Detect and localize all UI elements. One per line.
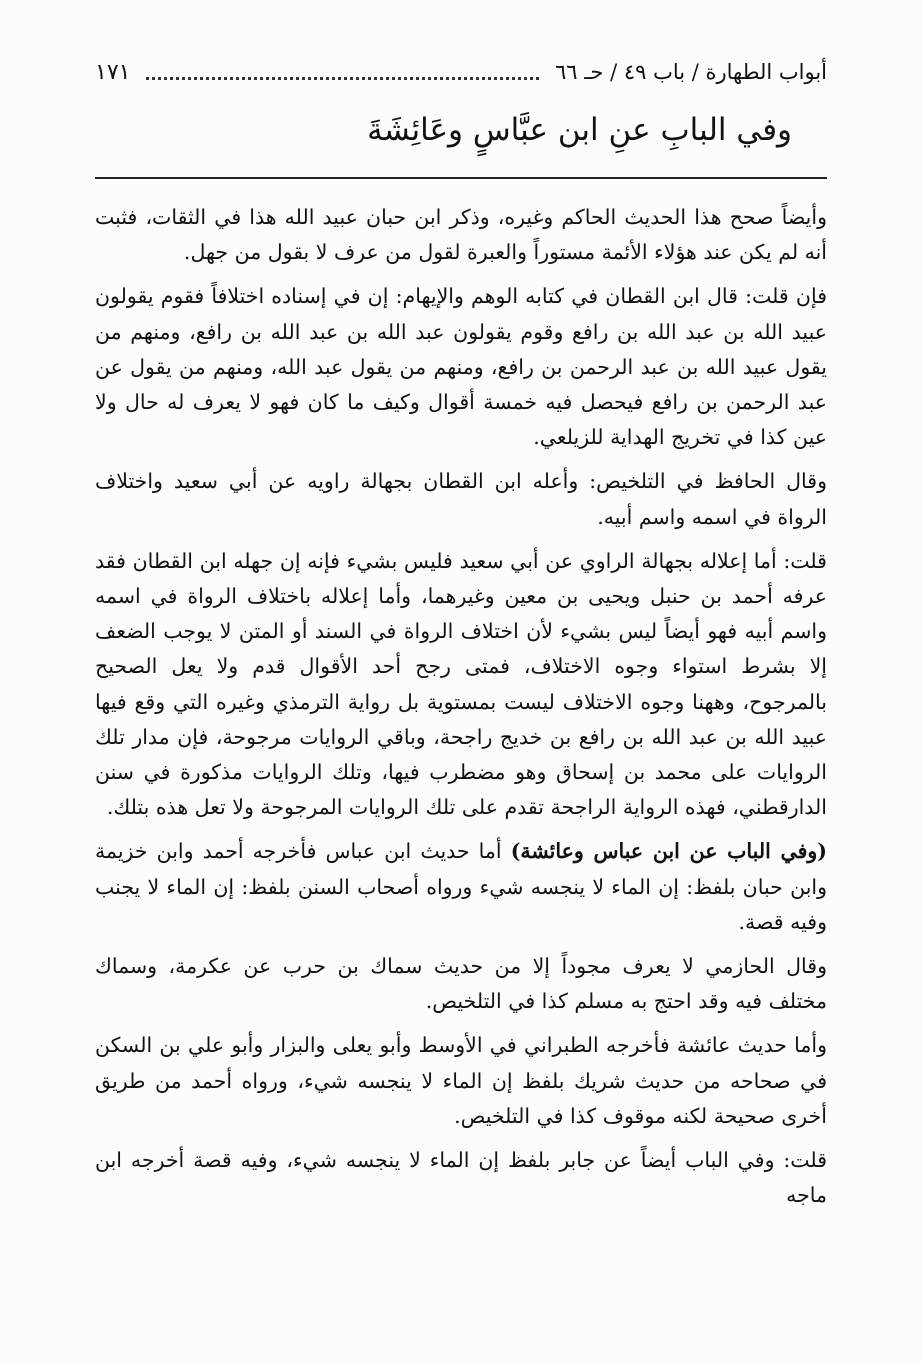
commentary-paragraph: وأيضاً صحح هذا الحديث الحاكم وغيره، وذكر ابن حبان عبيد الله هذا في الثقات، فثبت أنه لم يكن عند هؤلاء الأئمة مستوراً والعبرة لقول من عرف لا بقول من جهل. <box>95 205 827 265</box>
commentary-paragraph: وقال الحازمي لا يعرف مجوداً إلا من حديث سماك بن حرب عن عكرمة، وسماك مختلف فيه وقد احتج به مسلم كذا في التلخيص. <box>95 954 827 1014</box>
running-title: أبواب الطهارة / باب ٤٩ / حـ ٦٦ <box>555 60 827 84</box>
separator-line <box>95 177 827 179</box>
commentary-body <box>95 200 827 1222</box>
commentary-paragraph: وأما حديث عائشة فأخرجه الطبراني في الأوسط وأبو يعلى والبزار وأبو علي بن السكن في صحاحه من حديث شريك بلفظ إن الماء لا ينجسه شيء، ورواه أحمد من طريق أخرى صحيحة لكنه موقوف كذا في التلخيص. <box>95 1033 827 1128</box>
page-number: ١٧١ <box>95 59 131 85</box>
hadith-text: وفي البابِ عنِ ابن عبَّاسٍ وعَائِشَةَ <box>367 112 792 148</box>
bab-paragraph <box>95 834 827 940</box>
running-head <box>95 52 827 92</box>
commentary-paragraph: قلت: وفي الباب أيضاً عن جابر بلفظ إن الماء لا ينجسه شيء، وفيه قصة أخرجه ابن ماجه <box>95 1148 827 1208</box>
bab-text: أما حديث ابن عباس فأخرجه أحمد وابن خزيمة وابن حبان بلفظ: إن الماء لا ينجسه شيء ورواه أصحاب السنن بلفظ: إن الماء لا يجنب وفيه قصة. <box>95 839 827 934</box>
bab-lead: (وفي الباب عن ابن عباس وعائشة) <box>510 839 827 864</box>
commentary-paragraph: وقال الحافظ في التلخيص: وأعله ابن القطان بجهالة راويه عن أبي سعيد واختلاف الرواة في اسمه واسم أبيه. <box>95 469 827 529</box>
leader-dots <box>146 77 539 80</box>
commentary-paragraph: قلت: أما إعلاله بجهالة الراوي عن أبي سعيد فليس بشيء فإنه إن جهله ابن القطان فقد عرفه أحمد بن حنبل ويحيى بن معين وغيرهما، وأما إعلاله باختلاف الرواة في اسمه واسم أبيه فهو أيضاً ليس بشيء لأن اختلاف الرواة في السند أو المتن لا يوجب الضعف إلا بشرط استواء وجوه الاختلاف، فمتى رجح أحد الأقوال قدم ولا يعل الصحيح بالمرجوح، وههنا وجوه الاختلاف ليست بمستوية بل رواية الترمذي وغيره التي وقع فيها عبيد الله بن عبد الله بن رافع بن خديج راجحة، وباقي الروايات مرجوحة، فإن مدار تلك الروايات على محمد بن إسحاق وهو مضطرب فيها، وتلك الروايات مذكورة في سنن الدارقطني، فهذه الرواية الراجحة تقدم على تلك الروايات المرجوحة ولا تعل هذه بتلك. <box>95 548 827 820</box>
commentary-paragraph: فإن قلت: قال ابن القطان في كتابه الوهم والإيهام: إن في إسناده اختلافاً فقوم يقولون عبيد الله بن عبد الله بن رافع وقوم يقولون عبد الله بن عبد الله بن رافع، ومنهم من يقول عبيد الله بن عبد الرحمن بن رافع، ومنهم من يقول عبد الله، ومنهم من يقول عن عبد الرحمن بن رافع فيحصل فيه خمسة أقوال وكيف ما كان فهو لا يعرف له حال ولا عين كذا في تخريج الهداية للزيلعي. <box>95 284 827 450</box>
